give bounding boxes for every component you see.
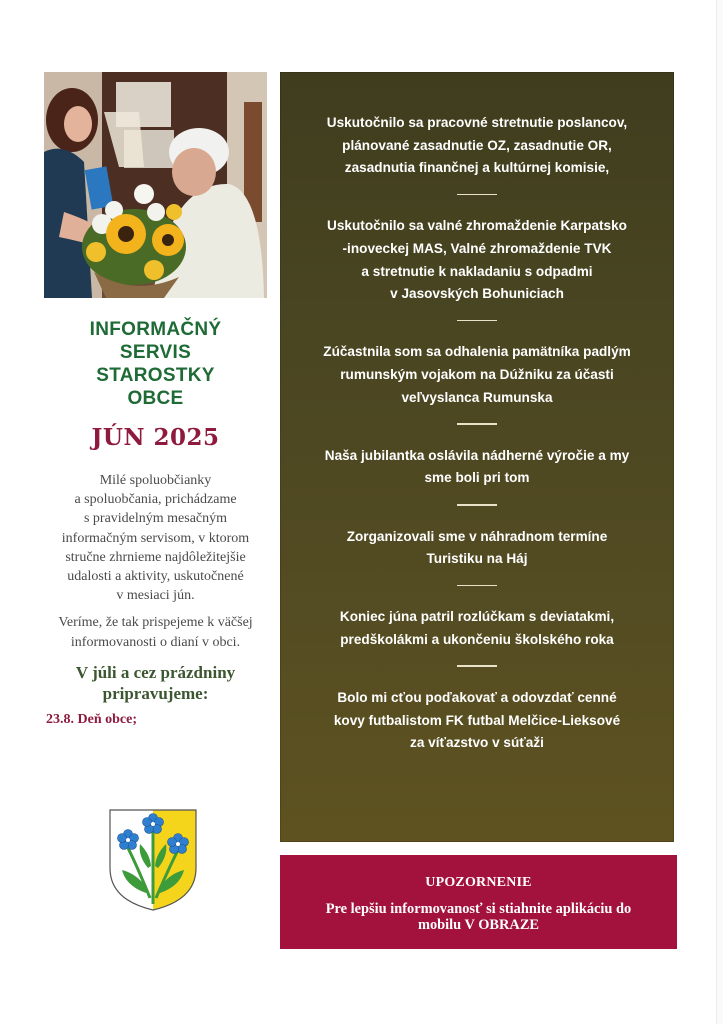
planned-heading	[44, 662, 267, 704]
divider	[457, 423, 497, 425]
intro-line: Veríme, že tak prispejeme k väčšej	[58, 615, 253, 631]
notice-title: UPOZORNENIE	[425, 875, 532, 890]
news-line: za víťazstvo v súťaži	[410, 735, 544, 751]
news-line: zasadnutia finančnej a kultúrnej komisie,	[344, 160, 610, 176]
coat-of-arms-icon	[108, 808, 198, 912]
intro-line: informovanosti o dianí v obci.	[70, 634, 241, 650]
news-line: a stretnutie k nakladaniu s odpadmi	[361, 263, 593, 279]
news-list	[280, 112, 674, 755]
news-line: Bolo mi cťou poďakovať a odovzdať cenné	[337, 690, 617, 706]
news-line: sme boli pri tom	[424, 470, 530, 486]
left-column	[44, 72, 267, 728]
news-line: rumunským vojakom na Dúžniku za účasti	[340, 366, 614, 382]
divider	[457, 585, 497, 587]
news-item	[280, 526, 674, 571]
issue-month: JÚN 2025	[91, 424, 220, 451]
news-item	[280, 687, 674, 755]
page-edge	[716, 0, 723, 1024]
planned-events-list	[44, 712, 267, 728]
news-item	[280, 215, 674, 305]
intro-line: a spoluobčania, prichádzame	[74, 492, 237, 508]
news-line: Turistiku na Háj	[426, 551, 528, 567]
divider	[457, 194, 497, 196]
intro-text	[44, 471, 267, 652]
intro-line: udalosti a aktivity, uskutočnené	[67, 569, 244, 585]
news-line: -inoveckej MAS, Valné zhromaždenie TVK	[342, 240, 612, 256]
notice-line: mobilu V OBRAZE	[417, 917, 540, 933]
news-line: plánované zasadnutie OZ, zasadnutie OR,	[342, 137, 612, 153]
title-line: INFORMAČNÝ	[89, 319, 222, 340]
title-line: STAROSTKY	[96, 365, 215, 386]
news-line: Zúčastnila som sa odhalenia pamätníka padlým	[323, 344, 631, 360]
notice-box	[280, 855, 677, 949]
planned-heading-line: V júli a cez prázdniny	[75, 662, 236, 682]
news-panel	[280, 72, 674, 842]
planned-heading-line: pripravujeme:	[102, 683, 209, 703]
title-line: OBCE	[127, 388, 184, 409]
divider	[457, 504, 497, 506]
intro-line: Milé spoluobčianky	[99, 473, 212, 488]
divider	[457, 665, 497, 667]
news-line: Zorganizovali sme v náhradnom termíne	[346, 528, 608, 544]
news-line: kovy futbalistom FK futbal Melčice-Lieksové	[333, 712, 621, 728]
news-item	[280, 341, 674, 409]
intro-line: s pravidelným mesačným	[83, 511, 228, 527]
intro-line: stručne zhrnieme najdôležitejšie	[65, 549, 246, 565]
divider	[457, 320, 497, 322]
news-line: predškolákmi a ukončeniu školského roka	[340, 631, 614, 647]
news-item	[280, 445, 674, 490]
intro-line: informačným servisom, v ktorom	[61, 530, 250, 546]
news-item	[280, 606, 674, 651]
news-line: veľvyslanca Rumunska	[401, 389, 553, 405]
intro-line: v mesiaci jún.	[116, 588, 195, 604]
title-line: SERVIS	[119, 342, 192, 363]
news-line: Koniec júna patril rozlúčkam s deviatakmi,	[339, 609, 615, 625]
photo-illustration-icon	[44, 72, 267, 298]
news-line: v Jasovských Bohuniciach	[390, 286, 564, 302]
notice-line: Pre lepšiu informovanosť si stiahnite aplikáciu do	[325, 901, 632, 917]
page-title	[44, 318, 267, 410]
event-photo	[44, 72, 267, 298]
news-item	[280, 112, 674, 180]
planned-event-item: 23.8. Deň obce;	[46, 711, 137, 727]
news-line: Uskutočnilo sa pracovné stretnutie poslancov,	[326, 115, 628, 130]
intro-paragraph	[44, 471, 267, 605]
news-line: Uskutočnilo sa valné zhromaždenie Karpatsko	[327, 218, 627, 234]
intro-paragraph	[44, 613, 267, 651]
notice-text	[280, 901, 677, 933]
news-line: Naša jubilantka oslávila nádherné výročie a my	[324, 447, 630, 463]
